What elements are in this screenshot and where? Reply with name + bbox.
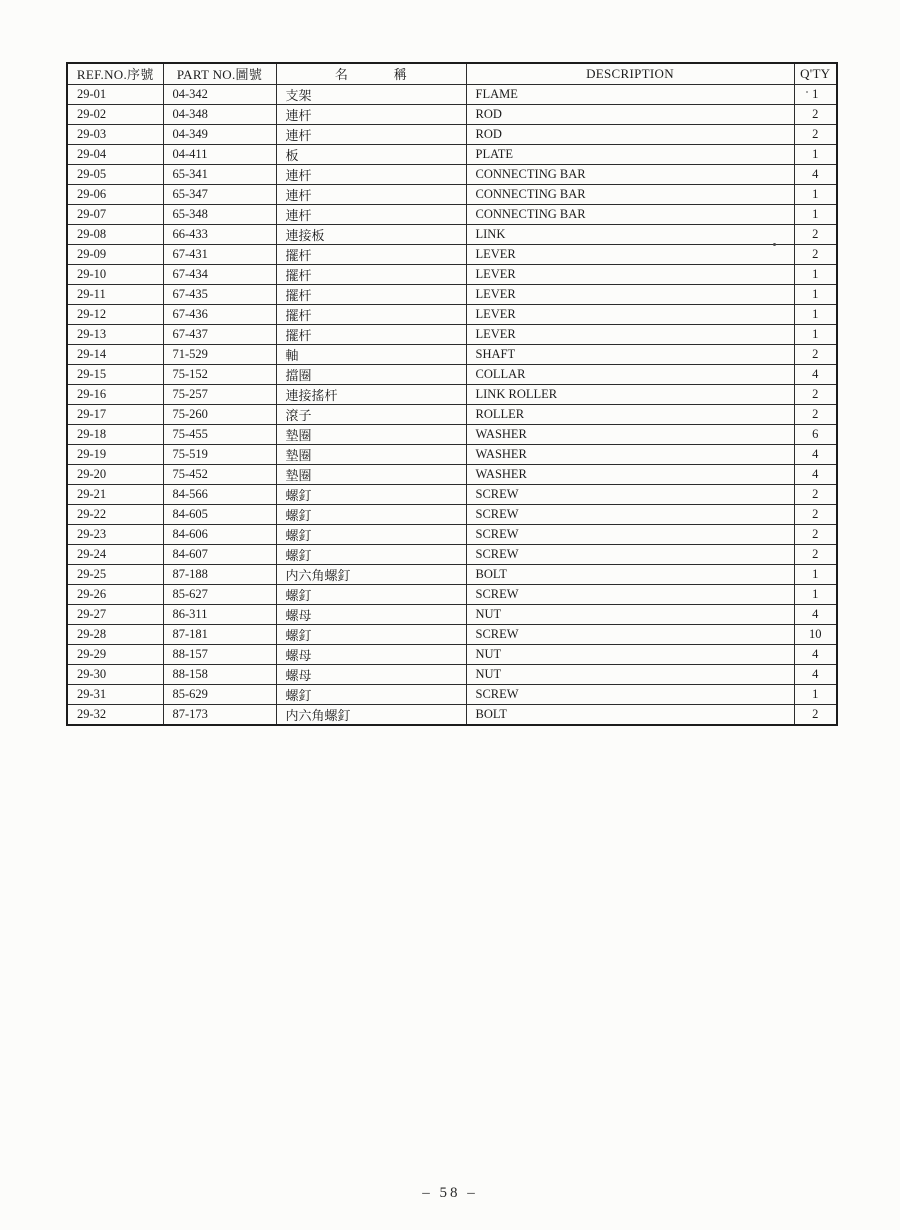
qty-cell: 1 — [794, 684, 837, 704]
parts-table-body — [67, 84, 837, 725]
table-row — [67, 684, 837, 704]
part-no-cell: 67-437 — [163, 324, 276, 344]
name-cell: 螺釘 — [276, 544, 466, 564]
ref-no-cell: 29-10 — [67, 264, 163, 284]
name-cell: 連杆 — [276, 204, 466, 224]
ref-no-cell: 29-20 — [67, 464, 163, 484]
table-row — [67, 324, 837, 344]
ref-no-cell: 29-26 — [67, 584, 163, 604]
ref-no-cell: 29-12 — [67, 304, 163, 324]
ref-no-cell: 29-03 — [67, 124, 163, 144]
table-row — [67, 384, 837, 404]
part-no-cell: 65-348 — [163, 204, 276, 224]
name-cell: 墊圈 — [276, 464, 466, 484]
description-cell: NUT — [466, 644, 794, 664]
qty-cell: 1 — [794, 324, 837, 344]
table-row — [67, 224, 837, 244]
table-row — [67, 404, 837, 424]
ref-no-cell: 29-31 — [67, 684, 163, 704]
name-cell: 板 — [276, 144, 466, 164]
table-row — [67, 104, 837, 124]
description-cell: NUT — [466, 604, 794, 624]
ref-no-cell: 29-24 — [67, 544, 163, 564]
qty-cell: 2 — [794, 504, 837, 524]
name-cell: 内六角螺釘 — [276, 704, 466, 725]
description-cell: COLLAR — [466, 364, 794, 384]
part-no-cell: 86-311 — [163, 604, 276, 624]
table-row — [67, 704, 837, 725]
qty-cell: 1 — [794, 84, 837, 104]
name-cell: 内六角螺釘 — [276, 564, 466, 584]
description-cell: WASHER — [466, 464, 794, 484]
qty-cell: 1 — [794, 144, 837, 164]
name-cell: 連接搖杆 — [276, 384, 466, 404]
description-cell: LEVER — [466, 304, 794, 324]
description-cell: SHAFT — [466, 344, 794, 364]
part-no-cell: 84-605 — [163, 504, 276, 524]
table-row — [67, 344, 837, 364]
qty-cell: 2 — [794, 344, 837, 364]
name-cell: 連杆 — [276, 164, 466, 184]
name-cell: 螺母 — [276, 664, 466, 684]
description-cell: LEVER — [466, 244, 794, 264]
table-row — [67, 264, 837, 284]
ref-no-cell: 29-04 — [67, 144, 163, 164]
part-no-cell: 75-260 — [163, 404, 276, 424]
name-cell: 擋圈 — [276, 364, 466, 384]
table-row — [67, 244, 837, 264]
qty-cell: 2 — [794, 224, 837, 244]
part-no-cell: 67-431 — [163, 244, 276, 264]
description-cell: WASHER — [466, 444, 794, 464]
description-cell: CONNECTING BAR — [466, 204, 794, 224]
part-no-cell: 67-435 — [163, 284, 276, 304]
name-cell: 螺釘 — [276, 584, 466, 604]
name-cell: 連杆 — [276, 124, 466, 144]
table-row — [67, 444, 837, 464]
name-cell: 螺釘 — [276, 684, 466, 704]
table-row — [67, 124, 837, 144]
qty-cell: 2 — [794, 104, 837, 124]
name-cell: 螺釘 — [276, 524, 466, 544]
ref-no-cell: 29-15 — [67, 364, 163, 384]
description-cell: WASHER — [466, 424, 794, 444]
part-no-cell: 66-433 — [163, 224, 276, 244]
ref-no-cell: 29-27 — [67, 604, 163, 624]
name-cell: 擺杆 — [276, 284, 466, 304]
qty-cell: 1 — [794, 304, 837, 324]
qty-cell: 2 — [794, 704, 837, 725]
description-cell: SCREW — [466, 624, 794, 644]
part-no-cell: 65-341 — [163, 164, 276, 184]
ref-no-cell: 29-16 — [67, 384, 163, 404]
parts-table — [66, 62, 838, 726]
header-row — [67, 63, 837, 84]
ref-no-cell: 29-29 — [67, 644, 163, 664]
qty-cell: 2 — [794, 404, 837, 424]
table-row — [67, 664, 837, 684]
table-row — [67, 164, 837, 184]
part-no-cell: 85-629 — [163, 684, 276, 704]
part-no-cell: 87-188 — [163, 564, 276, 584]
qty-cell: 2 — [794, 384, 837, 404]
qty-cell: 4 — [794, 464, 837, 484]
table-row — [67, 584, 837, 604]
name-cell: 擺杆 — [276, 244, 466, 264]
ref-no-cell: 29-19 — [67, 444, 163, 464]
qty-cell: 1 — [794, 184, 837, 204]
qty-cell: 4 — [794, 644, 837, 664]
qty-cell: 1 — [794, 284, 837, 304]
name-cell: 螺釘 — [276, 504, 466, 524]
table-row — [67, 424, 837, 444]
name-cell: 墊圈 — [276, 424, 466, 444]
description-cell: ROLLER — [466, 404, 794, 424]
part-no-cell: 75-519 — [163, 444, 276, 464]
part-no-cell: 75-257 — [163, 384, 276, 404]
part-no-cell: 87-181 — [163, 624, 276, 644]
qty-cell: 4 — [794, 164, 837, 184]
name-cell: 螺母 — [276, 604, 466, 624]
part-no-cell: 04-342 — [163, 84, 276, 104]
name-cell: 連杆 — [276, 184, 466, 204]
part-no-cell: 71-529 — [163, 344, 276, 364]
ref-no-cell: 29-22 — [67, 504, 163, 524]
table-row — [67, 144, 837, 164]
description-cell: SCREW — [466, 524, 794, 544]
qty-cell: 1 — [794, 264, 837, 284]
ref-no-cell: 29-08 — [67, 224, 163, 244]
description-cell: BOLT — [466, 704, 794, 725]
qty-cell: 4 — [794, 364, 837, 384]
qty-cell: 10 — [794, 624, 837, 644]
qty-cell: 4 — [794, 664, 837, 684]
table-row — [67, 504, 837, 524]
qty-cell: 2 — [794, 544, 837, 564]
qty-cell: 2 — [794, 124, 837, 144]
name-cell: 擺杆 — [276, 304, 466, 324]
table-row — [67, 184, 837, 204]
part-no-cell: 84-607 — [163, 544, 276, 564]
ref-no-cell: 29-13 — [67, 324, 163, 344]
ref-no-cell: 29-05 — [67, 164, 163, 184]
qty-cell: 4 — [794, 444, 837, 464]
table-row — [67, 484, 837, 504]
qty-cell: 4 — [794, 604, 837, 624]
description-cell: ROD — [466, 104, 794, 124]
ref-no-cell: 29-14 — [67, 344, 163, 364]
part-no-cell: 88-158 — [163, 664, 276, 684]
col-header-part-no: PART NO.圖號 — [163, 63, 276, 84]
ref-no-cell: 29-01 — [67, 84, 163, 104]
description-cell: FLAME — [466, 84, 794, 104]
description-cell: SCREW — [466, 584, 794, 604]
qty-cell: 2 — [794, 244, 837, 264]
name-cell: 連接板 — [276, 224, 466, 244]
qty-cell: 1 — [794, 204, 837, 224]
col-header-description: DESCRIPTION — [466, 63, 794, 84]
qty-cell: 6 — [794, 424, 837, 444]
name-cell: 滾子 — [276, 404, 466, 424]
scan-speck — [773, 243, 776, 246]
ref-no-cell: 29-06 — [67, 184, 163, 204]
part-no-cell: 67-434 — [163, 264, 276, 284]
table-row — [67, 464, 837, 484]
part-no-cell: 84-606 — [163, 524, 276, 544]
name-cell: 墊圈 — [276, 444, 466, 464]
part-no-cell: 85-627 — [163, 584, 276, 604]
table-row — [67, 604, 837, 624]
name-cell: 擺杆 — [276, 264, 466, 284]
part-no-cell: 04-411 — [163, 144, 276, 164]
description-cell: SCREW — [466, 504, 794, 524]
part-no-cell: 65-347 — [163, 184, 276, 204]
part-no-cell: 88-157 — [163, 644, 276, 664]
name-cell: 軸 — [276, 344, 466, 364]
description-cell: ROD — [466, 124, 794, 144]
description-cell: LEVER — [466, 324, 794, 344]
col-header-ref-no: REF.NO.序號 — [67, 63, 163, 84]
ref-no-cell: 29-25 — [67, 564, 163, 584]
name-cell: 螺釘 — [276, 484, 466, 504]
table-row — [67, 544, 837, 564]
name-cell: 連杆 — [276, 104, 466, 124]
description-cell: LINK — [466, 224, 794, 244]
description-cell: LINK ROLLER — [466, 384, 794, 404]
col-header-name: 名 稱 — [276, 63, 466, 84]
table-row — [67, 624, 837, 644]
part-no-cell: 67-436 — [163, 304, 276, 324]
name-cell: 擺杆 — [276, 324, 466, 344]
ref-no-cell: 29-11 — [67, 284, 163, 304]
description-cell: PLATE — [466, 144, 794, 164]
qty-cell: 2 — [794, 524, 837, 544]
ref-no-cell: 29-30 — [67, 664, 163, 684]
scan-speck — [806, 91, 808, 93]
table-row — [67, 204, 837, 224]
ref-no-cell: 29-28 — [67, 624, 163, 644]
part-no-cell: 04-349 — [163, 124, 276, 144]
page-number: – 58 – — [422, 1185, 478, 1201]
table-row — [67, 304, 837, 324]
table-row — [67, 644, 837, 664]
qty-cell: 1 — [794, 584, 837, 604]
ref-no-cell: 29-32 — [67, 704, 163, 725]
part-no-cell: 75-452 — [163, 464, 276, 484]
description-cell: CONNECTING BAR — [466, 184, 794, 204]
table-row — [67, 564, 837, 584]
description-cell: SCREW — [466, 684, 794, 704]
description-cell: SCREW — [466, 484, 794, 504]
col-header-qty: Q'TY — [794, 63, 837, 84]
name-cell: 支架 — [276, 84, 466, 104]
ref-no-cell: 29-09 — [67, 244, 163, 264]
ref-no-cell: 29-02 — [67, 104, 163, 124]
description-cell: NUT — [466, 664, 794, 684]
description-cell: LEVER — [466, 264, 794, 284]
description-cell: SCREW — [466, 544, 794, 564]
qty-cell: 1 — [794, 564, 837, 584]
description-cell: CONNECTING BAR — [466, 164, 794, 184]
ref-no-cell: 29-21 — [67, 484, 163, 504]
description-cell: BOLT — [466, 564, 794, 584]
part-no-cell: 84-566 — [163, 484, 276, 504]
table-row — [67, 524, 837, 544]
table-row — [67, 364, 837, 384]
part-no-cell: 04-348 — [163, 104, 276, 124]
name-cell: 螺釘 — [276, 624, 466, 644]
ref-no-cell: 29-07 — [67, 204, 163, 224]
part-no-cell: 87-173 — [163, 704, 276, 725]
ref-no-cell: 29-23 — [67, 524, 163, 544]
description-cell: LEVER — [466, 284, 794, 304]
table-row — [67, 284, 837, 304]
part-no-cell: 75-152 — [163, 364, 276, 384]
qty-cell: 2 — [794, 484, 837, 504]
part-no-cell: 75-455 — [163, 424, 276, 444]
ref-no-cell: 29-17 — [67, 404, 163, 424]
ref-no-cell: 29-18 — [67, 424, 163, 444]
name-cell: 螺母 — [276, 644, 466, 664]
table-row — [67, 84, 837, 104]
